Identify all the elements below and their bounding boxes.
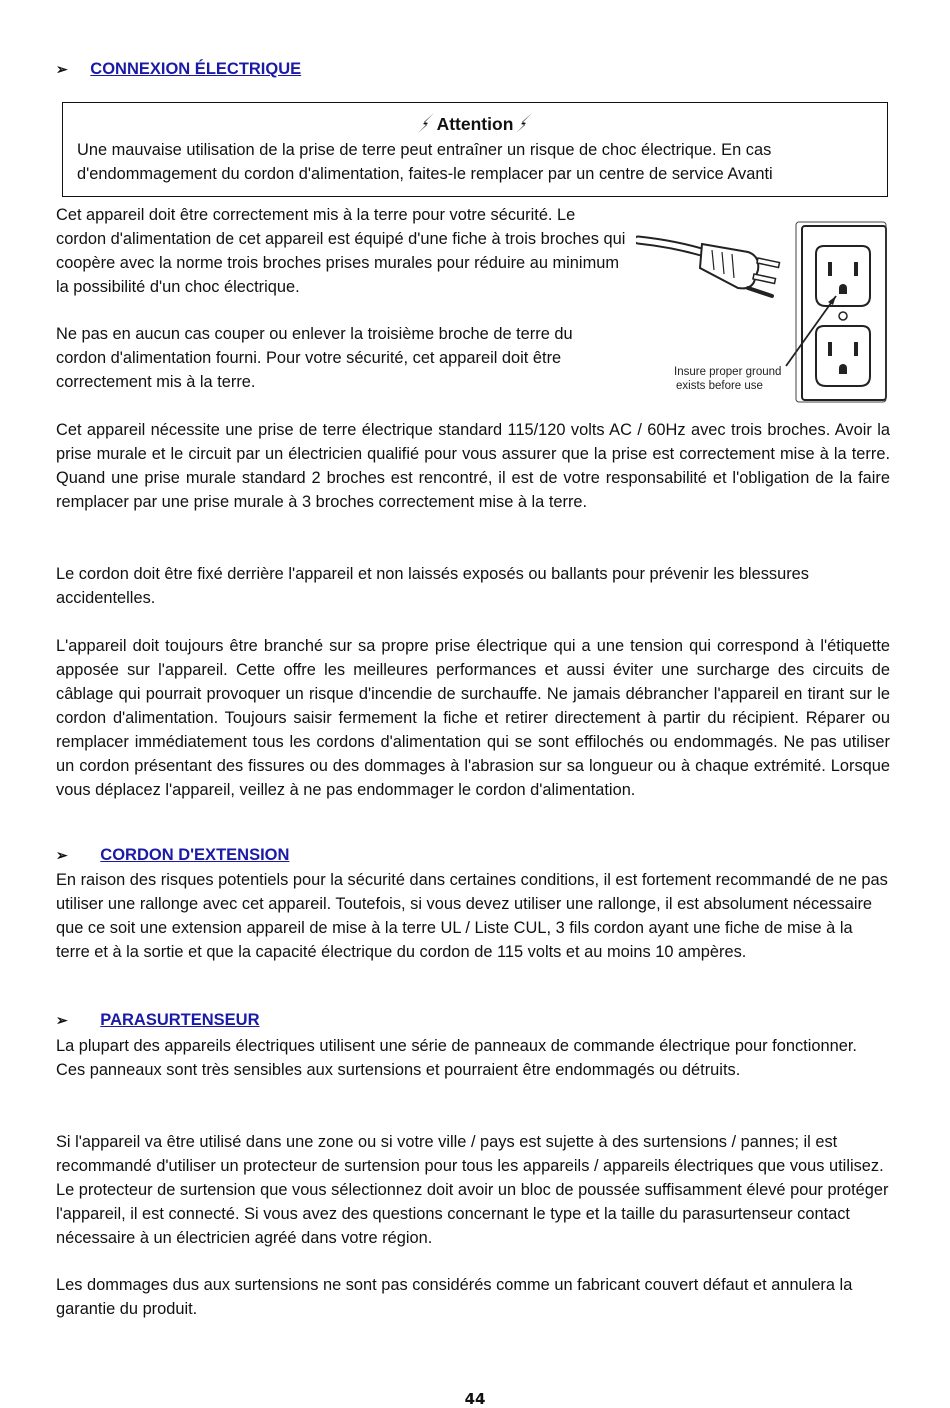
page-number: 44 — [464, 1390, 486, 1408]
paragraph-third-prong: Ne pas en aucun cas couper ou enlever la troisième broche de terre du cordon d'alimentation fourni. Pour votre sécurité, cet appareil doit être correctement mis à la terre. — [56, 325, 573, 391]
attention-text: Une mauvaise utilisation de la prise de terre peut entraîner un risque de choc électrique. En cas d'endommagement du cordon d'alimentation, faites-le remplacer par un centre de service Avanti — [77, 141, 773, 183]
arrow-bullet-icon: ➢ — [56, 847, 68, 863]
caption-line1: Insure proper ground — [674, 366, 782, 378]
paragraph-cord-fixed: Le cordon doit être fixé derrière l'appareil et non laissés exposés ou ballants pour prévenir les blessures accidentelles. — [56, 565, 809, 607]
paragraph-standard-outlet: Cet appareil nécessite une prise de terre électrique standard 115/120 volts AC / 60Hz avec trois broches. Avoir la prise murale et le circuit par un électricien qualifié pour vous assurer que la prise est correctement mise à la terre. Quand une prise murale standard 2 broches est rencontré, il est de votre responsabilité et l'obligation de la faire remplacer par une prise murale à 3 broches correctement mise à la terre. — [56, 421, 890, 511]
paragraph-surge-protector: Si l'appareil va être utilisé dans une zone ou si votre ville / pays est sujette à des surtensions / pannes; il est recommandé d'utiliser un protecteur de surtension pour tous les appareils / appareils électriques que vous utilisez. Le protecteur de surtension que vous sélectionnez doit avoir un bloc de poussée suffisamment élevé pour protéger l'appareil, il est connecté. Si vous avez des questions concernant le type et la taille du parasurtenseur contact nécessaire à un électricien agréé dans votre région. — [56, 1133, 889, 1247]
attention-box — [62, 102, 888, 197]
section-title: CONNEXION ÉLECTRIQUE — [90, 60, 302, 78]
attention-title: Attention — [436, 114, 514, 134]
caption-line2: exists before use — [676, 380, 763, 392]
paragraph-warranty: Les dommages dus aux surtensions ne sont pas considérés comme un fabricant couvert défaut et annulera la garantie du produit. — [56, 1276, 853, 1318]
paragraph-surge-panels: La plupart des appareils électriques utilisent une série de panneaux de commande électrique pour fonctionner. Ces panneaux sont très sensibles aux surtensions et pourraient être endommagés ou détruits. — [56, 1037, 857, 1079]
plug-outlet-drawing — [636, 218, 892, 404]
arrow-bullet-icon: ➢ — [56, 1012, 68, 1028]
paragraph-own-outlet: L'appareil doit toujours être branché sur sa propre prise électrique qui a une tension qui correspond à l'étiquette apposée sur l'appareil. Cette offre les meilleures performances et aussi éviter une surcharge des circuits de câblage qui pourrait provoquer un risque d'incendie de surchauffe. Ne jamais débrancher l'appareil en tirant sur le cordon d'alimentation. Toujours saisir fermement la fiche et retirer directement à partir du récipient. Réparer ou remplacer immédiatement tous les cordons d'alimentation qui se sont effilochés ou endommagés. Ne pas utiliser un cordon présentant des fissures ou des dommages à l'abrasion sur sa longueur ou à chaque extrémité. Lorsque vous déplacez l'appareil, veillez à ne pas endommager le cordon d'alimentation. — [56, 637, 890, 799]
lightning-bolt-icon — [415, 112, 437, 134]
section-heading-extension — [56, 846, 289, 865]
arrow-bullet-icon: ➢ — [56, 61, 68, 77]
paragraph-ground: Cet appareil doit être correctement mis à la terre pour votre sécurité. Le cordon d'alimentation de cet appareil est équipé d'une fiche à trois broches qui coopère avec la norme trois broches prises murales pour réduire au minimum la possibilité d'un choc électrique. — [56, 206, 626, 296]
section-heading-surge — [56, 1011, 260, 1030]
plug-outlet-illustration — [636, 218, 892, 404]
lightning-bolt-icon — [513, 112, 535, 134]
section-title: PARASURTENSEUR — [100, 1011, 260, 1029]
section-title: CORDON D'EXTENSION — [100, 846, 290, 864]
paragraph-extension: En raison des risques potentiels pour la sécurité dans certaines conditions, il est fortement recommandé de ne pas utiliser une rallonge avec cet appareil. Toutefois, si vous devez utiliser une rallonge, il est absolument nécessaire que ce soit une extension appareil de mise à la terre UL / Liste CUL, 3 fils cordon ayant une fiche de mise à la terre et à la sortie et que la capacité électrique du cordon de 115 volts et au moins 10 ampères. — [56, 871, 888, 961]
attention-heading — [63, 112, 887, 136]
section-heading-connexion — [56, 60, 301, 79]
